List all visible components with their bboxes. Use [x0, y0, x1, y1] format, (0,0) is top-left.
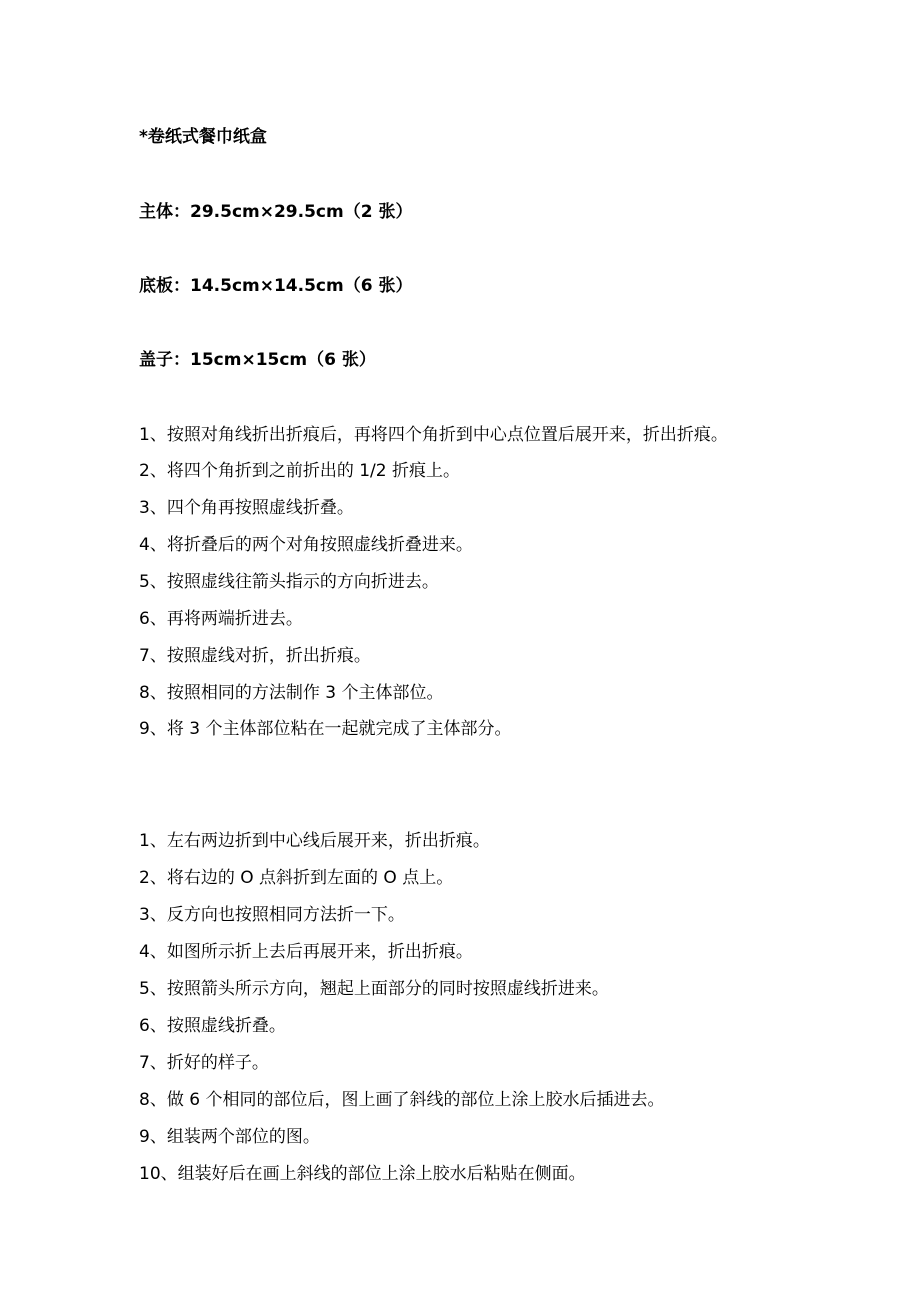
section1-step-3: 3、四个角再按照虚线折叠。: [139, 498, 354, 518]
section2-step-4: 4、如图所示折上去后再展开来，折出折痕。: [139, 942, 473, 962]
material-main-body: 主体：29.5cm×29.5cm（2 张）: [139, 202, 413, 222]
document-title: *卷纸式餐巾纸盒: [139, 127, 267, 147]
section2-step-3: 3、反方向也按照相同方法折一下。: [139, 905, 405, 925]
section2-step-10: 10、组装好后在画上斜线的部位上涂上胶水后粘贴在侧面。: [139, 1164, 586, 1184]
section1-step-2: 2、将四个角折到之前折出的 1/2 折痕上。: [139, 461, 460, 481]
material-base-plate: 底板：14.5cm×14.5cm（6 张）: [139, 276, 413, 296]
section2-step-8: 8、做 6 个相同的部位后，图上画了斜线的部位上涂上胶水后插进去。: [139, 1090, 665, 1110]
section1-step-7: 7、按照虚线对折，折出折痕。: [139, 646, 371, 666]
section1-step-8: 8、按照相同的方法制作 3 个主体部位。: [139, 683, 444, 703]
section2-step-1: 1、左右两边折到中心线后展开来，折出折痕。: [139, 831, 490, 851]
section1-step-6: 6、再将两端折进去。: [139, 609, 303, 629]
section2-step-7: 7、折好的样子。: [139, 1053, 269, 1073]
section2-step-2: 2、将右边的 O 点斜折到左面的 O 点上。: [139, 868, 454, 888]
material-lid: 盖子：15cm×15cm（6 张）: [139, 350, 376, 370]
section2-step-6: 6、按照虚线折叠。: [139, 1016, 286, 1036]
section1-step-5: 5、按照虚线往箭头指示的方向折进去。: [139, 572, 439, 592]
section2-step-5: 5、按照箭头所示方向，翘起上面部分的同时按照虚线折进来。: [139, 979, 609, 999]
section1-step-1: 1、按照对角线折出折痕后，再将四个角折到中心点位置后展开来，折出折痕。: [139, 425, 728, 445]
section1-step-4: 4、将折叠后的两个对角按照虚线折叠进来。: [139, 535, 473, 555]
section1-step-9: 9、将 3 个主体部位粘在一起就完成了主体部分。: [139, 719, 512, 739]
section2-step-9: 9、组装两个部位的图。: [139, 1127, 320, 1147]
